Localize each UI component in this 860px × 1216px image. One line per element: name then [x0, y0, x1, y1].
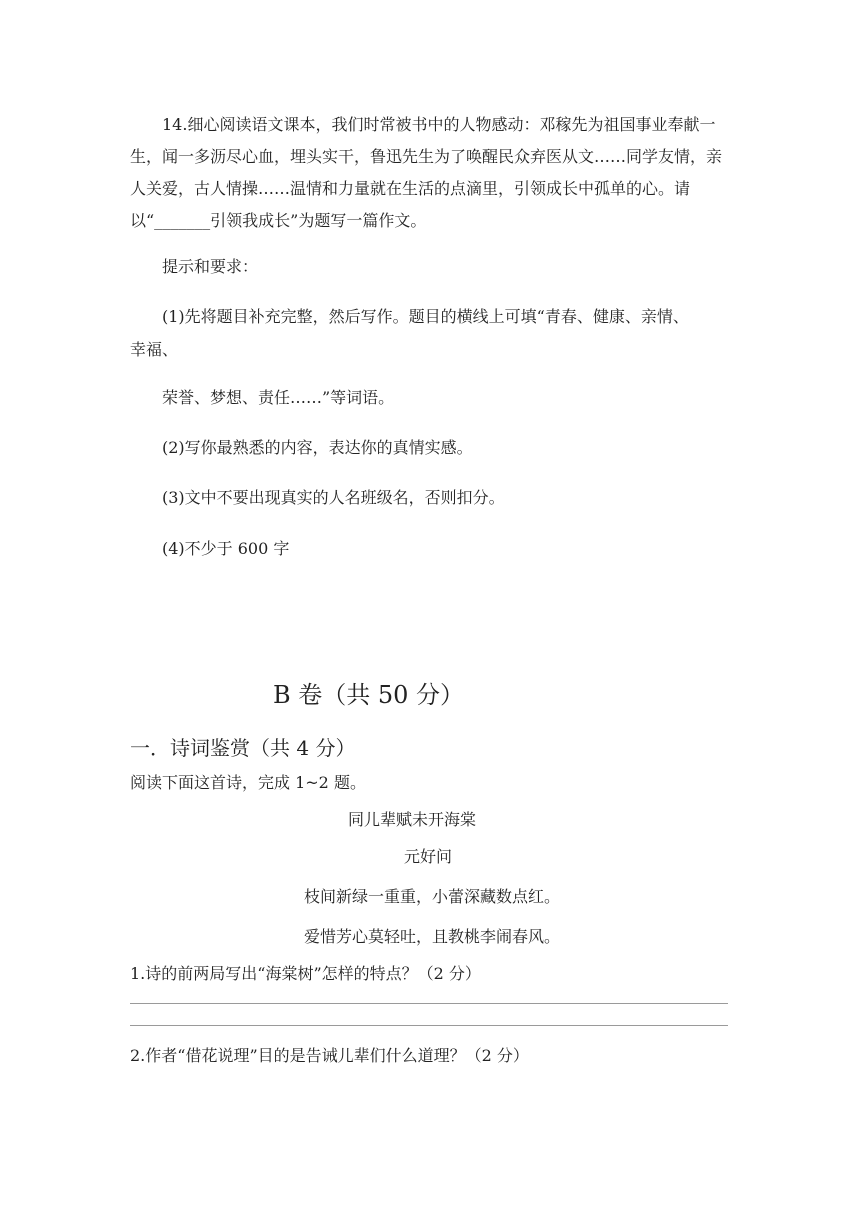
poem-instruction: 阅读下面这首诗，完成 1~2 题。: [130, 773, 366, 792]
part-b-title: B 卷（共 50 分）: [273, 681, 465, 709]
hint-item-1-line-1: (1)先将题目补充完整，然后写作。题目的横线上可填“青春、健康、亲情、: [162, 307, 689, 326]
hint-item-4: (4)不少于 600 字: [162, 539, 290, 558]
poem-line-1: 枝间新绿一重重，小蕾深藏数点红。: [304, 887, 561, 906]
question-14-text: 14.细心阅读语文课本，我们时常被书中的人物感动：邓稼先为祖国事业奉献一生，闻一多沥尽心血，埋头实干，鲁迅先生为了唤醒民众弃医从文……同学友情，亲人关爱，古人情操……温情和力量就在生活的点滴里，引领成长中孤单的心。请以“_______引领我成长”为题写一篇作文。: [130, 115, 723, 230]
answer-line-1: [130, 1003, 728, 1004]
question-1: 1.诗的前两局写出“海棠树”怎样的特点？（2 分）: [130, 964, 481, 983]
section-1-heading: 一．诗词鉴赏（共 4 分）: [130, 736, 356, 760]
poem-author: 元好问: [404, 847, 453, 866]
answer-line-2: [130, 1025, 728, 1026]
hints-heading: 提示和要求：: [162, 257, 259, 276]
hint-item-2: (2)写你最熟悉的内容，表达你的真情实感。: [162, 438, 473, 457]
hint-item-1-line-2: 幸福、: [130, 340, 179, 359]
poem-line-2: 爱惜芳心莫轻吐，且教桃李闹春风。: [304, 927, 561, 946]
hint-item-1-line-3: 荣誉、梦想、责任……”等词语。: [162, 388, 395, 407]
hint-item-3: (3)文中不要出现真实的人名班级名，否则扣分。: [162, 488, 505, 507]
question-2: 2.作者“借花说理”目的是告诫儿辈们什么道理？（2 分）: [130, 1046, 529, 1065]
poem-title: 同儿辈赋未开海棠: [348, 810, 477, 829]
